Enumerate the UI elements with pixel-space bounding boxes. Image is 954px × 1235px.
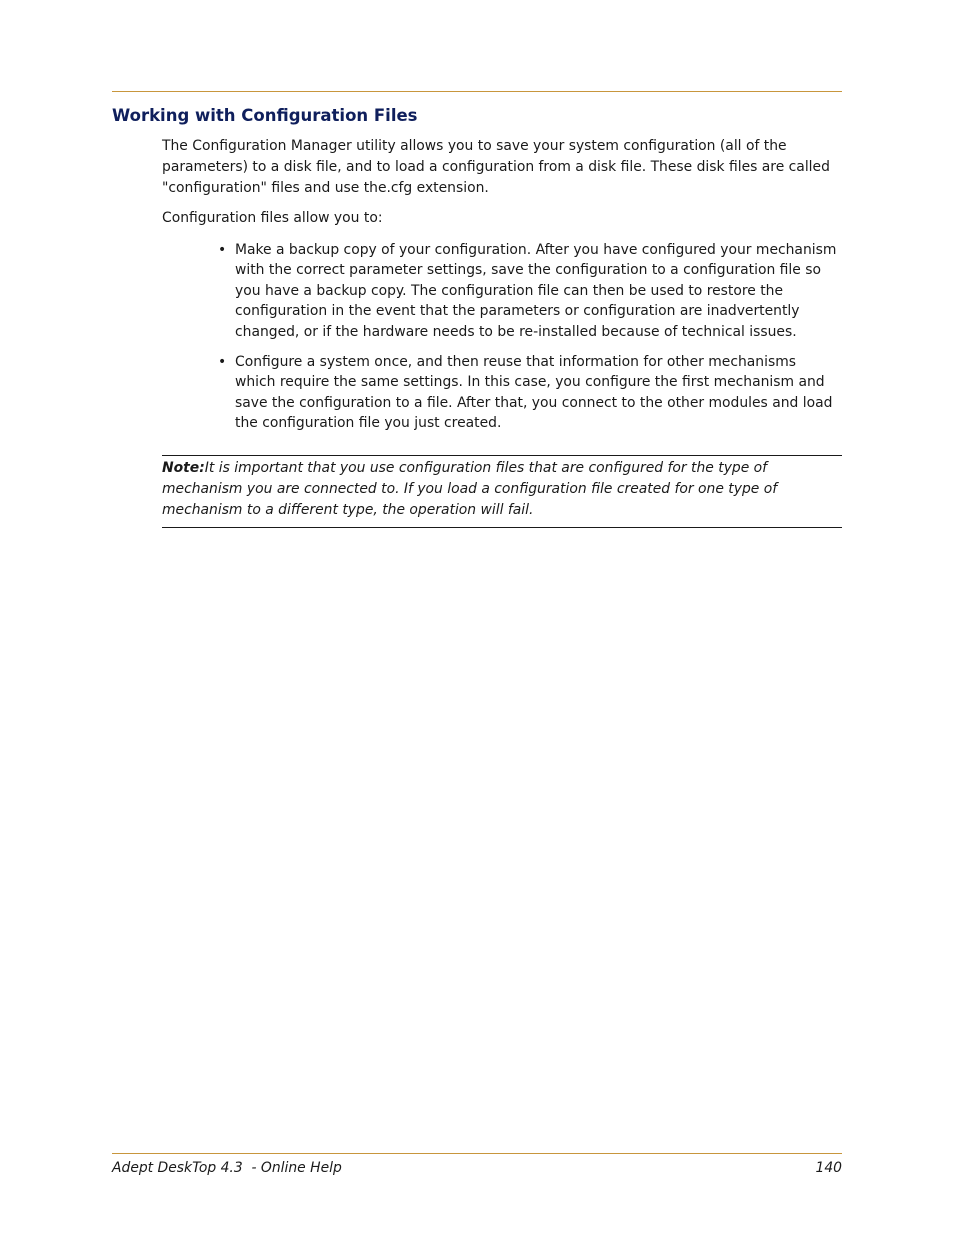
note-text-line: mechanism you are connected to. If you load a configuration file created for one type of: [162, 481, 778, 497]
note-box: [162, 455, 842, 528]
list-item-line: save the configuration to a file. After that, you connect to the other modules and load: [235, 394, 833, 411]
list-item-line: configuration in the event that the parameters or configuration are inadvertently: [235, 303, 800, 320]
list-item-line: which require the same settings. In this case, you configure the first mechanism and: [235, 374, 825, 391]
list-item-line: Configure a system once, and then reuse that information for other mechanisms: [235, 354, 796, 371]
intro-paragraph: [162, 136, 852, 199]
intro-line: "configuration" files and use the.cfg extension.: [162, 180, 489, 196]
list-item-line: changed, or if the hardware needs to be re-installed because of technical issues.: [235, 323, 797, 340]
note-text-line: mechanism to a different type, the operation will fail.: [162, 502, 534, 518]
footer-doc-title: Adept DeskTop 4.3 - Online Help: [112, 1160, 342, 1176]
list-item: [235, 352, 850, 434]
list-item-line: you have a backup copy. The configuration file can then be used to restore the: [235, 282, 784, 299]
section-title: Working with Configuration Files: [112, 106, 418, 125]
intro-line: The Configuration Manager utility allows you to save your system configuration (all of the: [162, 138, 787, 154]
intro-line: parameters) to a disk file, and to load a configuration from a disk file. These disk files are called: [162, 159, 830, 175]
footer-rule: [112, 1153, 842, 1154]
list-item: [235, 240, 850, 342]
note-label: Note:: [162, 460, 205, 476]
list-item-line: Make a backup copy of your configuration. After you have configured your mechanism: [235, 242, 837, 258]
note-text-line: It is important that you use configuration files that are configured for the type of: [204, 460, 768, 476]
footer-page-number: 140: [815, 1160, 842, 1176]
list-item-line: the configuration file you just created.: [235, 415, 502, 432]
list-item-line: with the correct parameter settings, save the configuration to a configuration file so: [235, 262, 821, 279]
header-rule: [112, 91, 842, 92]
lead-paragraph: Configuration files allow you to:: [162, 210, 383, 226]
bullet-list: [235, 240, 850, 444]
